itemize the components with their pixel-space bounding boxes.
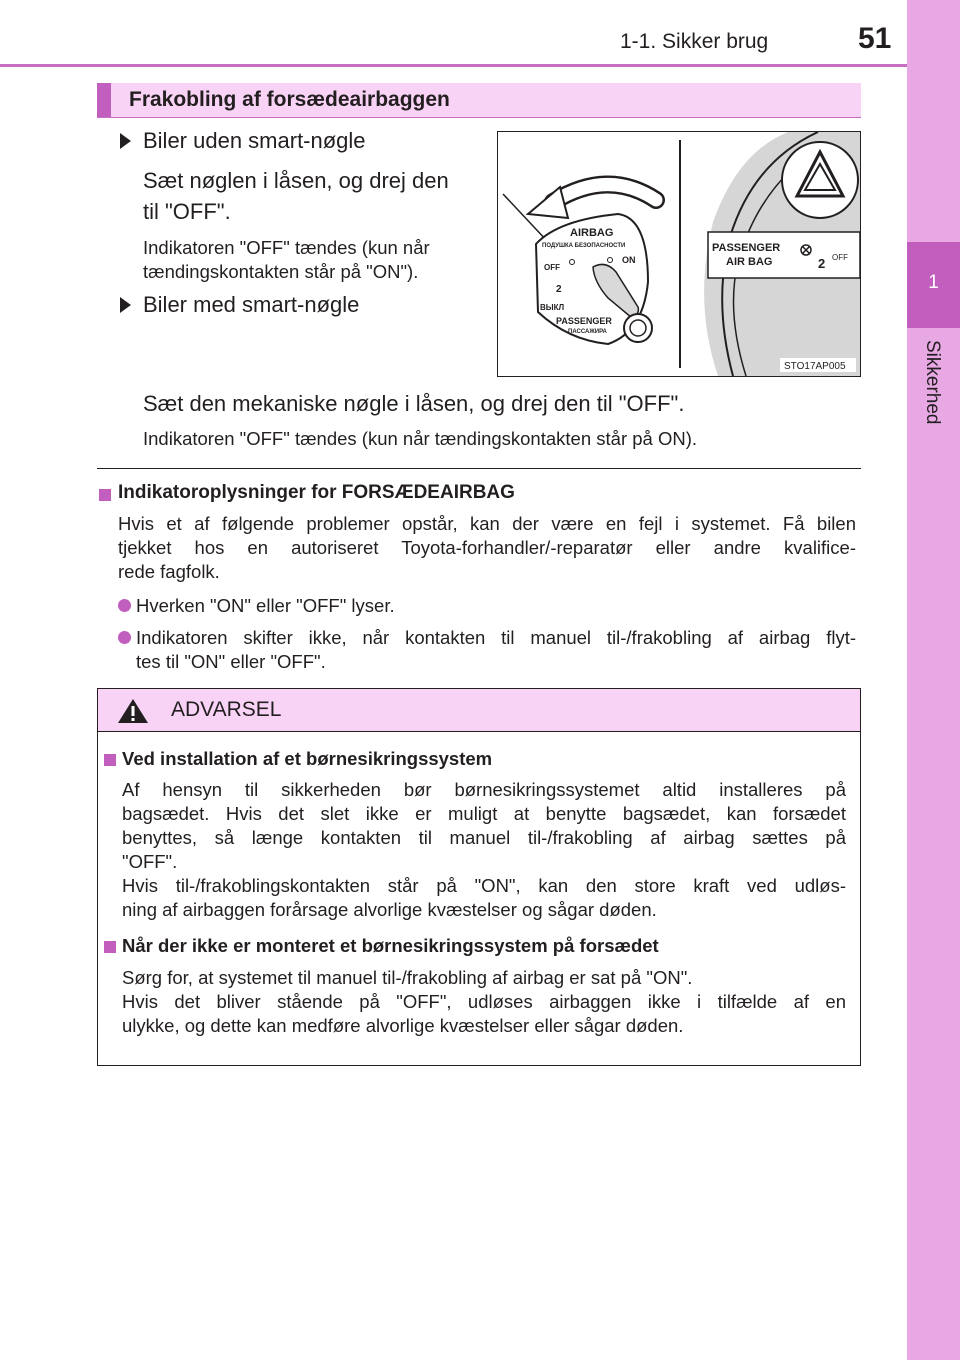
section-title: 1-1. Sikker brug (620, 30, 769, 53)
chapter-number: 1 (928, 272, 939, 293)
circle-bullet-icon (118, 599, 131, 612)
section-heading-bar (97, 83, 861, 117)
square-bullet-icon (99, 489, 111, 501)
figure-code: STO17AP005 (784, 361, 846, 372)
figure-label-on: ON (622, 255, 636, 265)
block2-instruction: Sæt den mekaniske nøgle i låsen, og drej den til "OFF". (143, 391, 685, 416)
heading-rule (97, 117, 861, 118)
block1-note-line2: tændingskontakten står på "ON"). (143, 261, 419, 282)
block2-note: Indikatoren "OFF" tændes (kun når tændingskontakten står på ON). (143, 428, 698, 449)
warning-sub1-line: benyttes, så længe kontakten til manuel til-/frakobling af airbag sættes på (122, 827, 846, 848)
indicator-bullet2-line2: tes til "ON" eller "OFF". (136, 651, 326, 672)
figure-label-vykl: ВЫКЛ (540, 303, 565, 312)
indicator-bullet2 (136, 626, 856, 674)
section-heading: Frakobling af forsædeairbaggen (129, 88, 450, 111)
figure-label-passenger-ru: ПАССАЖИРА (568, 329, 607, 335)
indicator-heading: Indikatoroplysninger for FORSÆDEAIRBAG (118, 482, 515, 503)
indicator-intro-line3: rede fagfolk. (118, 561, 220, 582)
warning-sub2-text (122, 966, 846, 1038)
figure-indicator-off: OFF (832, 253, 848, 262)
chapter-number-tab (907, 242, 960, 328)
indicator-intro-line1: Hvis et af følgende problemer opstår, kan der være en fejl i systemet. Få bilen (118, 513, 856, 534)
warning-sub2-line: Sørg for, at systemet til manuel til-/frakobling af airbag er sat på "ON". (122, 967, 693, 988)
header-rule (0, 64, 907, 67)
triangle-bullet-icon (120, 133, 131, 149)
block1-note-line1: Indikatoren "OFF" tændes (kun når (143, 237, 430, 258)
warning-sub1-line: Hvis til-/frakoblingskontakten står på "ON", kan den store kraft ved udløs- (122, 875, 846, 896)
block2-heading: Biler med smart-nøgle (143, 292, 360, 317)
warning-header (98, 689, 860, 732)
square-bullet-icon (104, 941, 116, 953)
figure-label-off: OFF (544, 263, 560, 272)
warning-icon (116, 697, 150, 725)
block1-instruction-line2: til "OFF". (143, 199, 231, 224)
warning-sub1-line: ning af airbaggen forårsage alvorlige kvæstelser og sågar døden. (122, 899, 657, 920)
warning-sub1-line: "OFF". (122, 851, 178, 872)
section-divider (97, 468, 861, 469)
figure-indicator-line2: AIR BAG (726, 256, 773, 268)
airbag-switch-illustration (497, 131, 861, 377)
figure-indicator-line1: PASSENGER (712, 242, 781, 254)
page-number: 51 (858, 22, 892, 55)
chapter-label: Sikkerhed (922, 340, 943, 425)
warning-sub1-text (122, 778, 846, 922)
figure-seat-number-right: 2 (818, 256, 826, 271)
figure-label-passenger-switch: PASSENGER (556, 316, 612, 326)
indicator-bullet2-line1: Indikatoren skifter ikke, når kontakten til manuel til-/frakobling af airbag flyt- (136, 627, 856, 648)
chapter-label-tab (907, 340, 960, 440)
warning-sub2-line: ulykke, og dette kan medføre alvorlige kvæstelser eller sågar døden. (122, 1015, 684, 1036)
warning-sub2-heading: Når der ikke er monteret et børnesikringssystem på forsædet (122, 935, 659, 956)
warning-sub1-line: bagsædet. Hvis det slet ikke er muligt at benytte bagsædet, kan forsædet (122, 803, 846, 824)
square-bullet-icon (104, 754, 116, 766)
warning-sub1-line: Af hensyn til sikkerheden bør børnesikringssystemet altid installeres på (122, 779, 846, 800)
figure-seat-number-left: 2 (556, 284, 562, 295)
warning-sub2-line: Hvis det bliver stående på "OFF", udløses airbaggen ikke i tilfælde af en (122, 991, 846, 1012)
indicator-intro-line2: tjekket hos en autoriseret Toyota-forhandler/-reparatør eller andre kvalifice- (118, 537, 856, 558)
triangle-bullet-icon (120, 297, 131, 313)
indicator-bullet1: Hverken "ON" eller "OFF" lyser. (136, 595, 395, 616)
chapter-side-tab (907, 0, 960, 1360)
block1-instruction-line1: Sæt nøglen i låsen, og drej den (143, 168, 449, 193)
warning-title: ADVARSEL (171, 698, 282, 721)
warning-sub1-heading: Ved installation af et børnesikringssystem (122, 748, 493, 769)
indicator-intro (118, 512, 856, 584)
figure-label-airbag: AIRBAG (570, 227, 614, 239)
circle-bullet-icon (118, 631, 131, 644)
block1-heading: Biler uden smart-nøgle (143, 128, 366, 153)
figure-label-airbag-ru: ПОДУШКА БЕЗОПАСНОСТИ (542, 243, 626, 249)
